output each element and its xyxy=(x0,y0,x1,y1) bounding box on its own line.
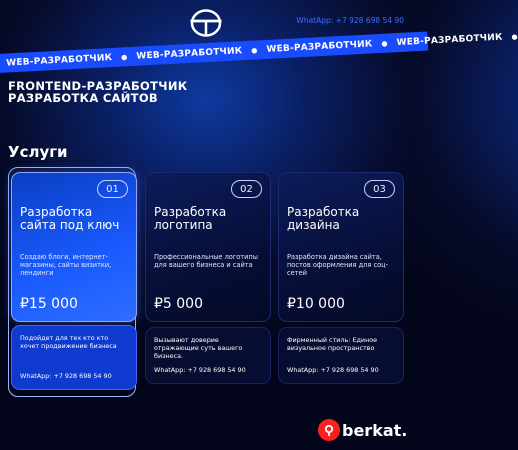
info-box-design xyxy=(278,327,404,384)
ticker-item: WEB-РАЗРАБОТЧИК xyxy=(396,32,503,48)
ticker-item: WEB-РАЗРАБОТЧИК xyxy=(6,52,113,69)
service-card-logo[interactable] xyxy=(145,172,271,322)
info-text: Подойдет для тех кто кто хочет продвижение бизнеса xyxy=(20,334,117,350)
card-number: 01 xyxy=(97,180,128,198)
ticker-item: WEB-РАЗРАБОТЧИК xyxy=(136,45,243,62)
ticker-dot-icon: ● xyxy=(511,32,518,41)
card-title: Разработка логотипа xyxy=(154,205,227,232)
card-description: Создаю блоги, интернет-магазины, сайты визитки, лендинги xyxy=(20,253,112,277)
hero-subtitle-line: РАЗРАБОТКА САЙТОВ xyxy=(8,91,158,105)
service-card-website[interactable] xyxy=(11,172,137,322)
card-title: Разработка сайта под ключ xyxy=(20,205,120,232)
card-number: 03 xyxy=(364,180,395,198)
watermark-text: berkat. xyxy=(342,420,408,440)
watermark-badge xyxy=(318,416,408,444)
info-box-logo xyxy=(145,327,271,384)
service-card-design[interactable] xyxy=(278,172,404,322)
card-number: 02 xyxy=(231,180,262,198)
info-phone[interactable]: WhatApp: +7 928 698 54 90 xyxy=(20,372,112,381)
card-price: ₽10 000 xyxy=(287,296,345,312)
ticker-dot-icon: ● xyxy=(381,39,388,48)
hero-title xyxy=(8,80,188,104)
card-title: Разработка дизайна xyxy=(287,205,360,232)
card-description: Профессиональные логотипы для вашего бизнеса и сайта xyxy=(154,253,258,269)
berkat-logo-icon xyxy=(318,419,340,441)
header-phone[interactable]: WhatApp: +7 928 698 54 90 xyxy=(296,16,404,25)
info-box-website xyxy=(11,325,137,390)
info-phone[interactable]: WhatApp: +7 928 698 54 90 xyxy=(154,366,246,375)
ticker-dot-icon: ● xyxy=(120,52,128,62)
card-description: Разработка дизайна сайта, постов оформления для соц-сетей xyxy=(287,253,388,277)
info-text: Вызывают доверие отражающие суть вашего бизнеса. xyxy=(154,336,243,360)
card-price: ₽5 000 xyxy=(154,296,203,312)
info-phone[interactable]: WhatApp: +7 928 698 54 90 xyxy=(287,366,379,375)
card-price: ₽15 000 xyxy=(20,296,78,312)
services-title: Услуги xyxy=(8,143,68,161)
brand-logo-icon xyxy=(190,8,222,38)
ticker-item: WEB-РАЗРАБОТЧИК xyxy=(266,38,373,55)
info-text: Фирменный стиль: Единое визуальное пространство xyxy=(287,336,378,352)
hero-title-line: FRONTEND-РАЗРАБОТЧИК xyxy=(8,79,188,93)
ticker-dot-icon: ● xyxy=(251,45,258,55)
